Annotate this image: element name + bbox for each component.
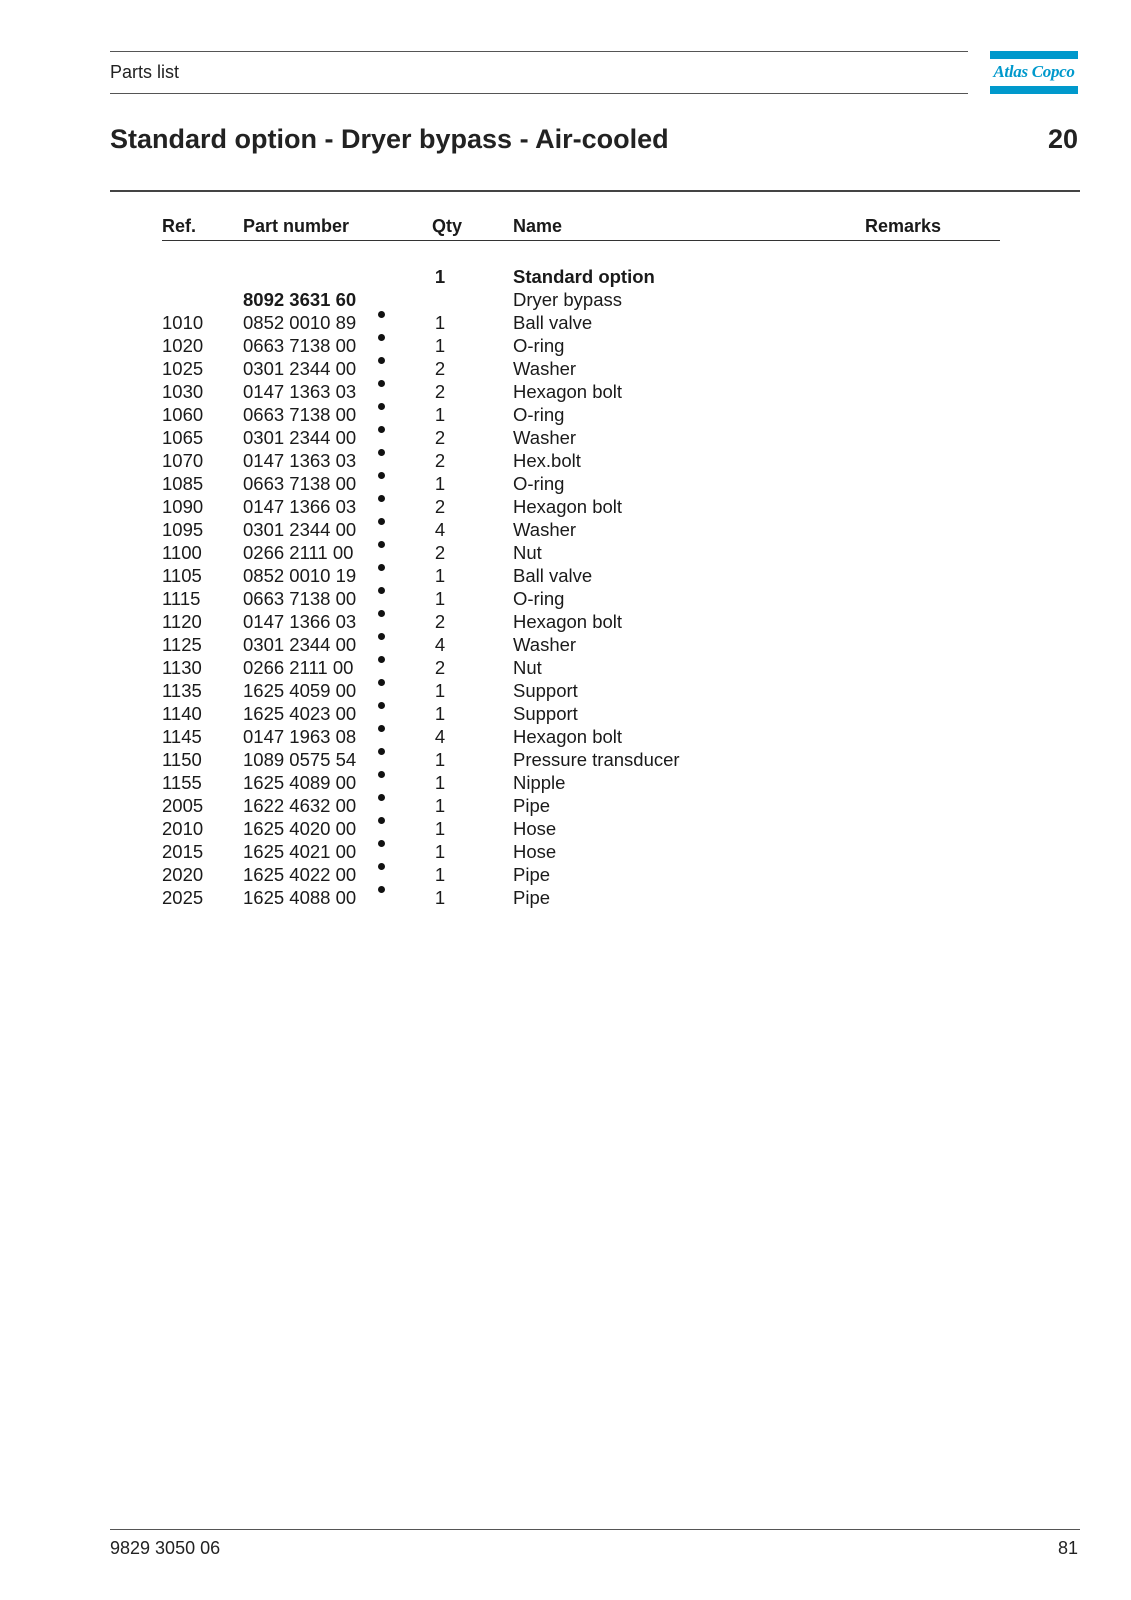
ref-cell: 1145	[162, 726, 202, 747]
qty-cell: 1	[434, 772, 446, 793]
table-row	[162, 541, 1000, 564]
bullet-icon	[378, 518, 385, 525]
atlas-copco-logo	[990, 51, 1078, 94]
bullet-icon	[378, 679, 385, 686]
qty-cell: 1	[434, 887, 446, 908]
part-number-cell: 0301 2344 00	[243, 358, 357, 379]
qty-cell: 4	[434, 726, 446, 747]
part-number-cell: 0147 1363 03	[243, 381, 357, 402]
title-rule	[110, 190, 1080, 192]
qty-cell: 4	[434, 519, 446, 540]
logo-bar-bottom	[990, 86, 1078, 94]
qty-cell: 1	[434, 864, 446, 885]
logo-bar-top	[990, 51, 1078, 59]
qty-cell: 2	[434, 611, 446, 632]
table-row	[162, 794, 1000, 817]
qty-cell: 2	[434, 450, 446, 471]
qty-cell: 1	[434, 841, 446, 862]
bullet-icon	[378, 610, 385, 617]
part-number-cell: 0147 1366 03	[243, 611, 357, 632]
name-cell: Nut	[513, 542, 542, 563]
header-qty: Qty	[432, 216, 463, 236]
name-cell: Ball valve	[513, 565, 593, 586]
part-number-cell: 1625 4020 00	[243, 818, 357, 839]
table-row	[162, 771, 1000, 794]
part-number-cell: 0663 7138 00	[243, 335, 357, 356]
table-row	[162, 817, 1000, 840]
bullet-icon	[378, 725, 385, 732]
name-cell: Support	[513, 680, 578, 701]
bullet-icon	[378, 495, 385, 502]
ref-cell: 1140	[162, 703, 202, 724]
ref-cell: 1115	[162, 588, 201, 609]
header-rule-bottom	[110, 93, 968, 94]
group-row	[162, 265, 1000, 288]
qty-cell: 1	[434, 818, 446, 839]
ref-cell: 1120	[162, 611, 202, 632]
qty-cell: 1	[434, 312, 446, 333]
ref-cell: 1010	[162, 312, 204, 333]
part-number-cell: 1625 4059 00	[243, 680, 357, 701]
part-number-cell: 0301 2344 00	[243, 427, 357, 448]
name-cell: Pipe	[513, 887, 551, 908]
ref-cell: 2015	[162, 841, 204, 862]
ref-cell: 1130	[162, 657, 202, 678]
part-number-cell: 1625 4022 00	[243, 864, 357, 885]
part-number-cell: 0147 1963 08	[243, 726, 357, 747]
name-cell: Hexagon bolt	[513, 381, 623, 402]
table-row	[162, 886, 1000, 909]
logo-wordmark: Atlas Copco	[993, 62, 1075, 81]
table-row	[162, 633, 1000, 656]
table-row	[162, 587, 1000, 610]
qty-cell: 1	[434, 680, 446, 701]
ref-cell: 1065	[162, 427, 204, 448]
table-header	[162, 214, 1000, 241]
header-part-number: Part number	[243, 216, 350, 236]
group-part-number: 8092 3631 60	[243, 289, 357, 310]
qty-cell: 1	[434, 588, 446, 609]
ref-cell: 1095	[162, 519, 204, 540]
bullet-icon	[378, 840, 385, 847]
ref-cell: 2020	[162, 864, 204, 885]
qty-cell: 2	[434, 427, 446, 448]
ref-cell: 1020	[162, 335, 204, 356]
group-subname: Dryer bypass	[513, 289, 622, 310]
name-cell: Hex.bolt	[513, 450, 581, 471]
part-number-cell: 0663 7138 00	[243, 404, 357, 425]
bullet-icon	[378, 380, 385, 387]
bullet-icon	[378, 334, 385, 341]
name-cell: Ball valve	[513, 312, 593, 333]
qty-cell: 2	[434, 381, 446, 402]
bullet-icon	[378, 311, 385, 318]
qty-cell: 2	[434, 542, 446, 563]
name-cell: O-ring	[513, 404, 565, 425]
qty-cell: 1	[434, 335, 446, 356]
ref-cell: 1100	[162, 542, 202, 563]
name-cell: Hexagon bolt	[513, 496, 623, 517]
ref-cell: 2005	[162, 795, 204, 816]
bullet-icon	[378, 771, 385, 778]
qty-cell: 1	[434, 565, 446, 586]
table-row	[162, 656, 1000, 679]
header-label: Parts list	[110, 62, 180, 82]
name-cell: Pressure transducer	[513, 749, 680, 770]
part-number-cell: 0301 2344 00	[243, 519, 357, 540]
name-cell: Pipe	[513, 795, 551, 816]
table-row	[162, 518, 1000, 541]
bullet-icon	[378, 886, 385, 893]
name-cell: Nut	[513, 657, 542, 678]
part-number-cell: 0266 2111 00	[243, 657, 354, 678]
page-title: Standard option - Dryer bypass - Air-cooled	[110, 124, 669, 154]
part-number-cell: 0663 7138 00	[243, 588, 357, 609]
bullet-icon	[378, 656, 385, 663]
bullet-icon	[378, 564, 385, 571]
parts-table	[162, 214, 1000, 909]
name-cell: O-ring	[513, 335, 565, 356]
qty-cell: 4	[434, 634, 446, 655]
table-row	[162, 472, 1000, 495]
table-row	[162, 702, 1000, 725]
bullet-icon	[378, 633, 385, 640]
name-cell: O-ring	[513, 473, 565, 494]
bullet-icon	[378, 403, 385, 410]
name-cell: Support	[513, 703, 578, 724]
qty-cell: 1	[434, 404, 446, 425]
qty-cell: 1	[434, 473, 446, 494]
part-number-cell: 1625 4089 00	[243, 772, 357, 793]
bullet-icon	[378, 472, 385, 479]
name-cell: Hose	[513, 818, 557, 839]
qty-cell: 2	[434, 657, 446, 678]
bullet-icon	[378, 449, 385, 456]
bullet-icon	[378, 748, 385, 755]
footer-page-number: 81	[1057, 1538, 1078, 1558]
ref-cell: 1025	[162, 358, 204, 379]
part-number-cell: 1622 4632 00	[243, 795, 357, 816]
part-number-cell: 0147 1363 03	[243, 450, 357, 471]
table-row	[162, 334, 1000, 357]
qty-cell: 1	[434, 795, 446, 816]
name-cell: Washer	[513, 427, 577, 448]
name-cell: Hexagon bolt	[513, 611, 623, 632]
bullet-icon	[378, 357, 385, 364]
table-row	[162, 725, 1000, 748]
table-row	[162, 311, 1000, 334]
ref-cell: 1085	[162, 473, 204, 494]
group-name: Standard option	[513, 266, 655, 287]
table-row	[162, 863, 1000, 886]
ref-cell: 1030	[162, 381, 204, 402]
table-row	[162, 679, 1000, 702]
part-number-cell: 0663 7138 00	[243, 473, 357, 494]
ref-cell: 1135	[162, 680, 202, 701]
table-row	[162, 610, 1000, 633]
name-cell: Pipe	[513, 864, 551, 885]
name-cell: Washer	[513, 519, 577, 540]
name-cell: O-ring	[513, 588, 565, 609]
name-cell: Washer	[513, 634, 577, 655]
table-row	[162, 840, 1000, 863]
table-row	[162, 564, 1000, 587]
header-ref: Ref.	[162, 216, 197, 236]
table-row	[162, 357, 1000, 380]
bullet-icon	[378, 426, 385, 433]
table-body	[162, 265, 1000, 909]
group-part-row	[162, 288, 1000, 311]
qty-cell: 2	[434, 358, 446, 379]
ref-cell: 1090	[162, 496, 204, 517]
table-row	[162, 495, 1000, 518]
part-number-cell: 0301 2344 00	[243, 634, 357, 655]
ref-cell: 1125	[162, 634, 202, 655]
bullet-icon	[378, 702, 385, 709]
part-number-cell: 1625 4021 00	[243, 841, 357, 862]
bullet-icon	[378, 863, 385, 870]
table-row	[162, 403, 1000, 426]
ref-cell: 1150	[162, 749, 202, 770]
table-row	[162, 449, 1000, 472]
ref-cell: 2010	[162, 818, 204, 839]
qty-cell: 1	[434, 749, 446, 770]
part-number-cell: 0852 0010 19	[243, 565, 357, 586]
ref-cell: 1105	[162, 565, 202, 586]
qty-cell: 1	[434, 703, 446, 724]
ref-cell: 1070	[162, 450, 204, 471]
footer-rule	[110, 1529, 1080, 1530]
group-qty: 1	[434, 266, 446, 287]
part-number-cell: 1089 0575 54	[243, 749, 357, 770]
part-number-cell: 0852 0010 89	[243, 312, 357, 333]
footer-doc-number: 9829 3050 06	[110, 1538, 221, 1558]
part-number-cell: 1625 4023 00	[243, 703, 357, 724]
bullet-icon	[378, 794, 385, 801]
bullet-icon	[378, 587, 385, 594]
qty-cell: 2	[434, 496, 446, 517]
name-cell: Washer	[513, 358, 577, 379]
part-number-cell: 1625 4088 00	[243, 887, 357, 908]
header-name: Name	[513, 216, 563, 236]
part-number-cell: 0266 2111 00	[243, 542, 354, 563]
name-cell: Hose	[513, 841, 557, 862]
table-row	[162, 748, 1000, 771]
table-row	[162, 426, 1000, 449]
ref-cell: 1060	[162, 404, 204, 425]
part-number-cell: 0147 1366 03	[243, 496, 357, 517]
header-remarks: Remarks	[865, 216, 942, 236]
header-rule-top	[110, 51, 968, 52]
bullet-icon	[378, 817, 385, 824]
bullet-icon	[378, 541, 385, 548]
ref-cell: 1155	[162, 772, 202, 793]
ref-cell: 2025	[162, 887, 204, 908]
section-number: 20	[1047, 124, 1078, 154]
table-row	[162, 380, 1000, 403]
name-cell: Hexagon bolt	[513, 726, 623, 747]
name-cell: Nipple	[513, 772, 566, 793]
